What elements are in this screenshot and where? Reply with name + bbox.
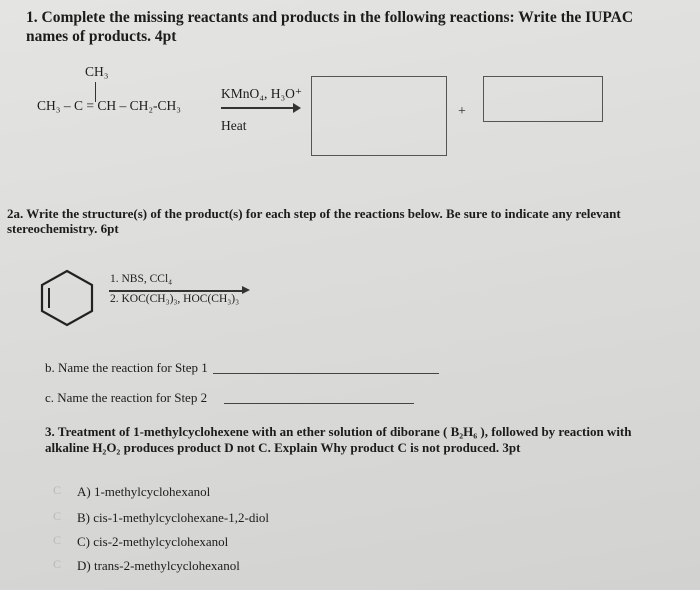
radio-option-d[interactable]: C <box>53 557 62 571</box>
step-2-reagents: 2. KOC(CH₃)₃, HOC(CH₃)₃ <box>110 293 240 305</box>
radio-option-b[interactable]: C <box>53 509 62 523</box>
cyclohexene-icon <box>38 268 96 328</box>
option-d[interactable]: D) trans-2-methylcyclohexanol <box>77 558 240 573</box>
step-1-reagents: 1. NBS, CCl₄ <box>110 273 173 285</box>
question-2b-prompt: b. Name the reaction for Step 1 <box>45 360 208 375</box>
radio-option-a[interactable]: C <box>53 483 62 497</box>
question-1-prompt: 1. Complete the missing reactants and products in the following reactions: Write the IUPAC names of products. 4pt <box>26 9 634 45</box>
option-c[interactable]: C) cis-2-methylcyclohexanol <box>77 534 229 549</box>
reaction-arrow-2 <box>109 290 244 292</box>
product-box-2[interactable] <box>483 76 603 122</box>
alkene-chain: CH₃ – C = CH – CH₂-CH₃ <box>37 98 181 113</box>
option-b[interactable]: B) cis-1-methylcyclohexane-1,2-diol <box>77 510 270 525</box>
option-a[interactable]: A) 1-methylcyclohexanol <box>77 484 211 499</box>
plus-sign: + <box>458 104 466 119</box>
reaction-arrow-1 <box>221 107 295 109</box>
answer-line-2c[interactable] <box>224 403 414 404</box>
question-3-prompt: 3. Treatment of 1-methylcyclohexene with an ether solution of diborane ( B₂H₆ ), followed by reaction with alkaline H₂O₂ produces product D not C. Explain Why product C is not produced. 3pt <box>45 424 632 455</box>
question-2c-prompt: c. Name the reaction for Step 2 <box>45 390 208 405</box>
radio-option-c[interactable]: C <box>53 533 62 547</box>
methyl-substituent: CH₃ <box>85 64 109 79</box>
product-box-1[interactable] <box>311 76 447 156</box>
reagent-kmno4: KMnO₄, H₃O⁺ <box>221 86 303 101</box>
question-2a-prompt: 2a. Write the structure(s) of the product(s) for each step of the reactions below. Be sure to indicate any relevant stereochemistry. 6pt <box>7 206 621 236</box>
condition-heat: Heat <box>221 118 247 133</box>
answer-line-2b[interactable] <box>213 373 439 374</box>
